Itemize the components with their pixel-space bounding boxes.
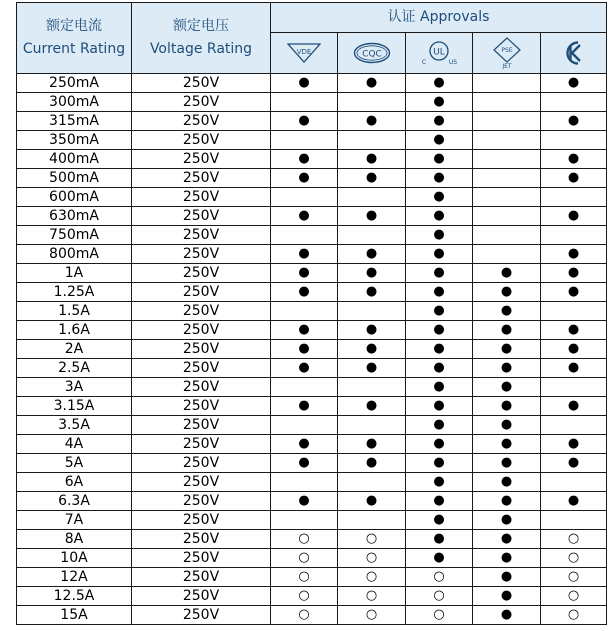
vde-logo-cell — [271, 33, 338, 74]
approval-mark-cell: ○ — [338, 606, 406, 625]
approval-mark-cell: ● — [406, 473, 473, 492]
approval-mark-cell: ● — [406, 359, 473, 378]
current-cell: 630mA — [17, 207, 132, 226]
current-rating-zh: 额定电流 — [46, 18, 102, 34]
approval-mark-cell — [473, 112, 541, 131]
approval-mark-cell: ● — [541, 169, 607, 188]
voltage-cell: 250V — [132, 511, 271, 530]
approval-mark-cell: ● — [406, 188, 473, 207]
approval-mark-cell — [473, 74, 541, 93]
current-cell: 15A — [17, 606, 132, 625]
approval-mark-cell — [271, 511, 338, 530]
approvals-table — [16, 2, 607, 625]
approval-mark-cell — [541, 188, 607, 207]
approval-mark-cell — [271, 378, 338, 397]
approval-mark-cell — [473, 245, 541, 264]
table-row — [17, 435, 607, 454]
voltage-cell: 250V — [132, 169, 271, 188]
approval-mark-cell: ● — [338, 492, 406, 511]
approval-mark-cell — [338, 188, 406, 207]
cqc-logo-cell — [338, 33, 406, 74]
approval-mark-cell: ● — [338, 74, 406, 93]
approval-mark-cell: ● — [473, 416, 541, 435]
approval-mark-cell: ● — [338, 397, 406, 416]
current-cell: 600mA — [17, 188, 132, 207]
approval-mark-cell: ● — [406, 492, 473, 511]
voltage-cell: 250V — [132, 74, 271, 93]
current-cell: 350mA — [17, 131, 132, 150]
ul-logo-text: UL — [433, 47, 445, 58]
table-row — [17, 378, 607, 397]
approval-mark-cell: ○ — [338, 549, 406, 568]
approval-mark-cell — [338, 378, 406, 397]
approval-mark-cell — [338, 302, 406, 321]
table-row — [17, 454, 607, 473]
current-cell: 250mA — [17, 74, 132, 93]
approval-mark-cell — [271, 473, 338, 492]
approval-mark-cell — [541, 131, 607, 150]
voltage-cell: 250V — [132, 302, 271, 321]
table-row — [17, 568, 607, 587]
voltage-cell: 250V — [132, 492, 271, 511]
approval-mark-cell — [473, 131, 541, 150]
current-cell: 12A — [17, 568, 132, 587]
table-row — [17, 169, 607, 188]
current-cell: 1.25A — [17, 283, 132, 302]
approval-mark-cell: ● — [271, 207, 338, 226]
table-row — [17, 150, 607, 169]
approval-mark-cell: ○ — [271, 549, 338, 568]
approval-mark-cell — [271, 93, 338, 112]
approval-mark-cell: ● — [541, 397, 607, 416]
jet-logo-text: JET — [501, 63, 512, 69]
approval-mark-cell: ● — [473, 454, 541, 473]
approval-mark-cell — [473, 150, 541, 169]
approval-mark-cell: ● — [406, 435, 473, 454]
table-row — [17, 112, 607, 131]
approval-mark-cell: ● — [406, 245, 473, 264]
table-row — [17, 226, 607, 245]
voltage-cell: 250V — [132, 188, 271, 207]
approval-mark-cell: ● — [338, 454, 406, 473]
approval-mark-cell: ● — [541, 283, 607, 302]
approval-mark-cell: ● — [406, 283, 473, 302]
cul-logo-cell — [406, 33, 473, 74]
approval-mark-cell — [271, 188, 338, 207]
approval-mark-cell — [473, 169, 541, 188]
table-row — [17, 340, 607, 359]
current-cell: 2.5A — [17, 359, 132, 378]
approval-mark-cell: ○ — [406, 568, 473, 587]
current-rating-en: Current Rating — [22, 41, 126, 57]
approval-mark-cell — [473, 188, 541, 207]
approval-mark-cell — [338, 416, 406, 435]
approval-mark-cell — [541, 416, 607, 435]
approval-mark-cell: ● — [541, 359, 607, 378]
table-row — [17, 321, 607, 340]
approval-mark-cell: ● — [541, 435, 607, 454]
current-cell: 8A — [17, 530, 132, 549]
current-cell: 6.3A — [17, 492, 132, 511]
voltage-cell: 250V — [132, 473, 271, 492]
voltage-cell: 250V — [132, 378, 271, 397]
current-cell: 1A — [17, 264, 132, 283]
approval-mark-cell — [541, 511, 607, 530]
pse-logo-cell — [473, 33, 541, 74]
approval-mark-cell — [338, 473, 406, 492]
approval-mark-cell: ● — [406, 340, 473, 359]
approval-mark-cell: ● — [541, 492, 607, 511]
approval-mark-cell: ○ — [541, 587, 607, 606]
current-rating-header — [17, 3, 132, 74]
approval-mark-cell — [541, 302, 607, 321]
approval-mark-cell: ● — [338, 321, 406, 340]
table-row — [17, 359, 607, 378]
approval-mark-cell — [338, 511, 406, 530]
approval-mark-cell: ● — [338, 264, 406, 283]
voltage-rating-header — [132, 3, 271, 74]
approval-mark-cell: ● — [541, 340, 607, 359]
table-row — [17, 264, 607, 283]
approval-mark-cell: ● — [271, 359, 338, 378]
table-row — [17, 131, 607, 150]
approval-mark-cell — [338, 226, 406, 245]
voltage-cell: 250V — [132, 150, 271, 169]
approval-mark-cell — [541, 378, 607, 397]
approval-mark-cell: ● — [406, 264, 473, 283]
approval-mark-cell: ● — [473, 473, 541, 492]
approval-mark-cell: ● — [406, 131, 473, 150]
current-cell: 300mA — [17, 93, 132, 112]
approval-mark-cell: ● — [473, 359, 541, 378]
approval-mark-cell: ● — [338, 150, 406, 169]
approval-mark-cell: ● — [473, 530, 541, 549]
current-cell: 400mA — [17, 150, 132, 169]
approval-mark-cell: ● — [406, 416, 473, 435]
current-cell: 1.5A — [17, 302, 132, 321]
approval-mark-cell: ● — [271, 321, 338, 340]
current-cell: 7A — [17, 511, 132, 530]
approval-mark-cell: ● — [541, 207, 607, 226]
approval-mark-cell: ● — [406, 93, 473, 112]
current-cell: 3A — [17, 378, 132, 397]
table-row — [17, 245, 607, 264]
approval-mark-cell: ● — [473, 264, 541, 283]
table-row — [17, 549, 607, 568]
voltage-cell: 250V — [132, 606, 271, 625]
current-cell: 3.5A — [17, 416, 132, 435]
approval-mark-cell: ● — [406, 530, 473, 549]
table-row — [17, 587, 607, 606]
current-cell: 500mA — [17, 169, 132, 188]
approval-mark-cell: ● — [541, 321, 607, 340]
approval-mark-cell: ● — [406, 169, 473, 188]
approval-mark-cell: ● — [406, 226, 473, 245]
current-cell: 4A — [17, 435, 132, 454]
approval-mark-cell: ● — [541, 264, 607, 283]
approval-mark-cell: ○ — [406, 606, 473, 625]
approval-mark-cell: ● — [473, 435, 541, 454]
current-cell: 1.6A — [17, 321, 132, 340]
table-row — [17, 492, 607, 511]
approval-mark-cell — [271, 226, 338, 245]
current-cell: 750mA — [17, 226, 132, 245]
approval-mark-cell: ○ — [406, 587, 473, 606]
approval-mark-cell — [271, 131, 338, 150]
approval-mark-cell: ● — [271, 264, 338, 283]
kc-logo-cell — [541, 33, 607, 74]
approval-mark-cell: ● — [473, 511, 541, 530]
voltage-rating-zh: 额定电压 — [173, 18, 229, 34]
approval-mark-cell — [473, 93, 541, 112]
pse-logo-text: PSE — [500, 47, 513, 54]
approval-mark-cell: ● — [338, 112, 406, 131]
approval-mark-cell: ● — [271, 245, 338, 264]
approval-mark-cell: ● — [271, 283, 338, 302]
approval-mark-cell: ● — [406, 150, 473, 169]
approval-mark-cell: ● — [406, 321, 473, 340]
kc-icon — [562, 40, 586, 66]
approval-mark-cell: ● — [271, 397, 338, 416]
voltage-cell: 250V — [132, 454, 271, 473]
approval-mark-cell — [338, 131, 406, 150]
approval-mark-cell: ○ — [338, 568, 406, 587]
table-row — [17, 188, 607, 207]
approval-mark-cell: ○ — [271, 587, 338, 606]
approval-mark-cell: ● — [406, 511, 473, 530]
current-cell: 800mA — [17, 245, 132, 264]
approval-mark-cell — [541, 226, 607, 245]
approval-mark-cell: ● — [271, 492, 338, 511]
approval-mark-cell: ● — [541, 454, 607, 473]
approval-mark-cell: ○ — [541, 549, 607, 568]
approval-mark-cell: ● — [541, 74, 607, 93]
table-row — [17, 397, 607, 416]
approval-mark-cell: ● — [271, 169, 338, 188]
approval-mark-cell: ● — [473, 549, 541, 568]
approval-mark-cell: ● — [406, 549, 473, 568]
approval-mark-cell: ○ — [541, 530, 607, 549]
approval-mark-cell: ● — [473, 492, 541, 511]
approval-mark-cell — [541, 93, 607, 112]
approval-mark-cell: ○ — [271, 568, 338, 587]
approval-mark-cell: ● — [406, 302, 473, 321]
approval-mark-cell: ● — [271, 150, 338, 169]
approval-mark-cell: ○ — [541, 568, 607, 587]
approval-mark-cell: ● — [406, 112, 473, 131]
approval-mark-cell: ● — [406, 397, 473, 416]
approval-mark-cell: ● — [473, 283, 541, 302]
table-row — [17, 606, 607, 625]
voltage-cell: 250V — [132, 93, 271, 112]
approval-mark-cell: ● — [473, 378, 541, 397]
approval-mark-cell: ● — [271, 74, 338, 93]
approval-mark-cell: ● — [338, 435, 406, 454]
approval-mark-cell: ● — [271, 435, 338, 454]
approval-mark-cell: ● — [271, 340, 338, 359]
approval-mark-cell: ● — [541, 112, 607, 131]
approval-mark-cell: ○ — [541, 606, 607, 625]
cqc-logo-text: CQC — [361, 49, 382, 59]
table-row — [17, 416, 607, 435]
voltage-cell: 250V — [132, 568, 271, 587]
voltage-cell: 250V — [132, 112, 271, 131]
table-row — [17, 530, 607, 549]
approval-mark-cell — [473, 207, 541, 226]
current-cell: 6A — [17, 473, 132, 492]
cqc-icon — [353, 42, 391, 64]
voltage-cell: 250V — [132, 207, 271, 226]
voltage-cell: 250V — [132, 340, 271, 359]
current-cell: 12.5A — [17, 587, 132, 606]
voltage-cell: 250V — [132, 397, 271, 416]
voltage-cell: 250V — [132, 264, 271, 283]
approval-mark-cell: ● — [473, 587, 541, 606]
approval-mark-cell: ○ — [338, 587, 406, 606]
approval-mark-cell: ● — [541, 150, 607, 169]
voltage-rating-en: Voltage Rating — [149, 41, 253, 57]
vde-logo-text: VDE — [296, 47, 312, 56]
approval-mark-cell: ● — [271, 454, 338, 473]
approval-mark-cell: ● — [406, 454, 473, 473]
approval-mark-cell: ● — [338, 359, 406, 378]
approval-mark-cell: ● — [271, 112, 338, 131]
voltage-cell: 250V — [132, 226, 271, 245]
table-row — [17, 511, 607, 530]
approval-mark-cell — [473, 226, 541, 245]
approval-mark-cell — [271, 416, 338, 435]
approval-mark-cell: ● — [473, 321, 541, 340]
table-row — [17, 74, 607, 93]
table-row — [17, 473, 607, 492]
approval-mark-cell: ● — [338, 283, 406, 302]
approval-mark-cell: ● — [338, 340, 406, 359]
approval-mark-cell: ● — [338, 207, 406, 226]
voltage-cell: 250V — [132, 549, 271, 568]
approval-mark-cell: ● — [338, 245, 406, 264]
pse-jet-icon — [491, 37, 523, 69]
ul-c-mark: C — [421, 59, 427, 66]
approval-mark-cell: ● — [541, 245, 607, 264]
voltage-cell: 250V — [132, 321, 271, 340]
voltage-cell: 250V — [132, 587, 271, 606]
voltage-cell: 250V — [132, 283, 271, 302]
ul-us-mark: US — [448, 59, 458, 66]
approval-mark-cell: ● — [406, 378, 473, 397]
approval-mark-cell — [541, 473, 607, 492]
approval-mark-cell: ○ — [338, 530, 406, 549]
current-cell: 2A — [17, 340, 132, 359]
approval-mark-cell: ○ — [271, 606, 338, 625]
voltage-cell: 250V — [132, 359, 271, 378]
approval-mark-cell: ● — [473, 302, 541, 321]
approval-mark-cell — [338, 93, 406, 112]
table-row — [17, 207, 607, 226]
approval-mark-cell: ● — [473, 606, 541, 625]
approval-mark-cell: ● — [473, 397, 541, 416]
voltage-cell: 250V — [132, 416, 271, 435]
approvals-header: 认证 Approvals — [271, 3, 607, 33]
current-cell: 5A — [17, 454, 132, 473]
approval-mark-cell: ● — [338, 169, 406, 188]
approval-mark-cell: ○ — [271, 530, 338, 549]
cul-us-icon — [419, 39, 459, 67]
voltage-cell: 250V — [132, 131, 271, 150]
table-row — [17, 283, 607, 302]
voltage-cell: 250V — [132, 245, 271, 264]
approval-mark-cell: ● — [406, 74, 473, 93]
current-cell: 3.15A — [17, 397, 132, 416]
voltage-cell: 250V — [132, 435, 271, 454]
approval-mark-cell: ● — [473, 568, 541, 587]
table-row — [17, 93, 607, 112]
approval-mark-cell: ● — [406, 207, 473, 226]
approval-mark-cell — [271, 302, 338, 321]
voltage-cell: 250V — [132, 530, 271, 549]
vde-icon — [287, 43, 321, 63]
table-row — [17, 302, 607, 321]
current-cell: 10A — [17, 549, 132, 568]
approval-mark-cell: ● — [473, 340, 541, 359]
current-cell: 315mA — [17, 112, 132, 131]
